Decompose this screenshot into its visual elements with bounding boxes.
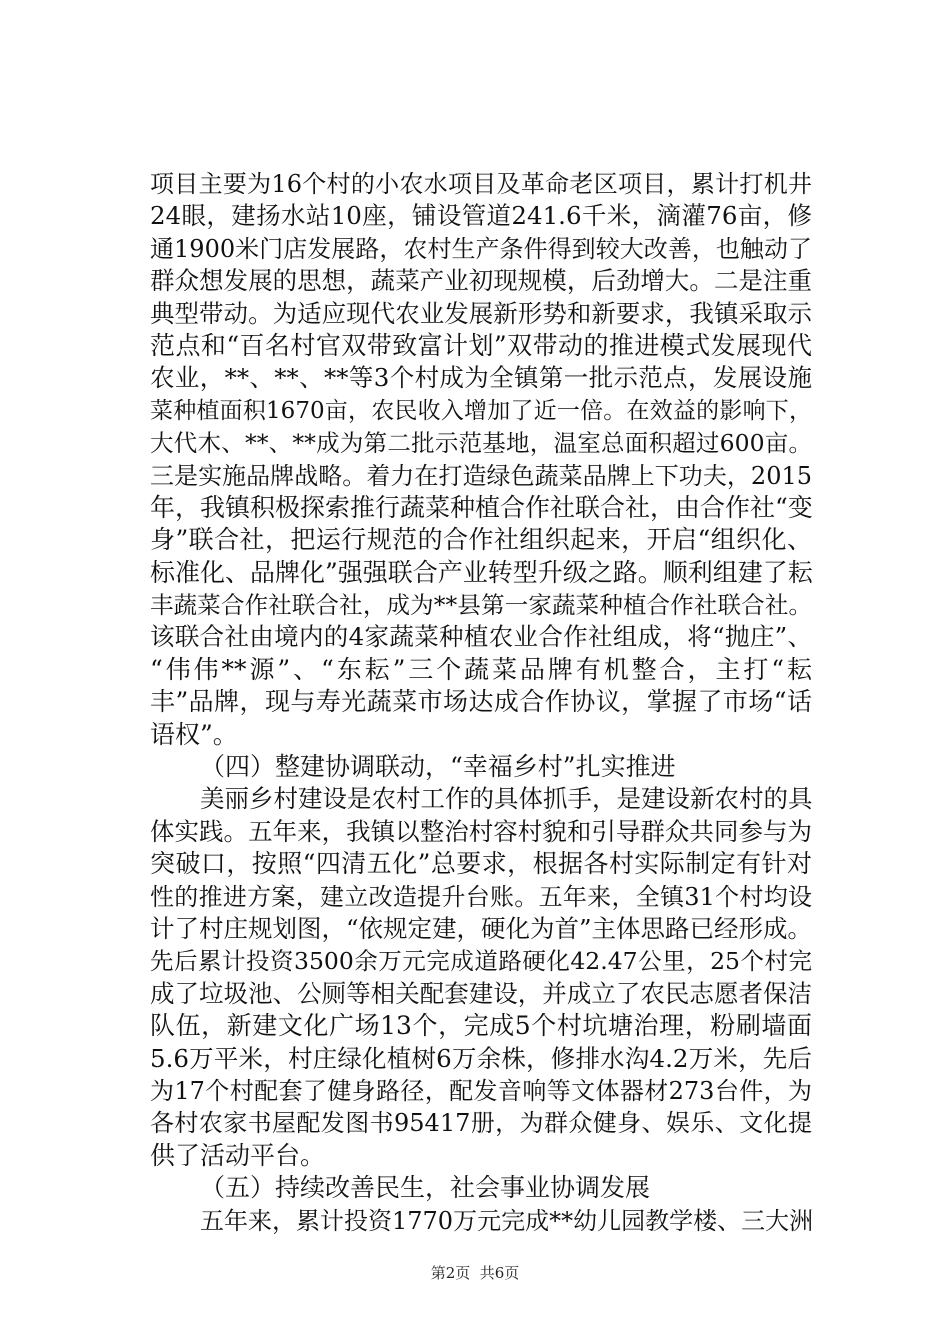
paragraph-first-line: 五年来，累计投资1770万元完成**幼儿园教学楼、三大洲 — [200, 1206, 814, 1235]
text-line: 大代木、**、**成为第二批示范基地，温室总面积超过600亩。 — [150, 429, 812, 458]
text-line: 计了村庄规划图，“依规定建，硬化为首”主体思路已经形成。 — [150, 913, 813, 943]
text-line: “伟伟**源”、“东耘”三个蔬菜品牌有机整合，主打“耘 — [150, 654, 812, 684]
text-line: 突破口，按照“四清五化”总要求，根据各村实际制定有针对 — [150, 849, 812, 879]
paragraph-first-line: 美丽乡村建设是农村工作的具体抓手，是建设新农村的具 — [200, 784, 813, 814]
text-line: 典型带动。为适应现代农业发展新形势和新要求，我镇采取示 — [150, 298, 812, 328]
text-line: 性的推进方案，建立改造提升台账。五年来，全镇31个村均设 — [150, 882, 812, 911]
text-line: 5.6万平米，村庄绿化植树6万余株，修排水沟4.2万米，先后 — [150, 1043, 812, 1073]
text-line: 队伍，新建文化广场13个，完成5个村坑塘治理，粉刷墙面 — [150, 1011, 812, 1041]
text-line: 24眼，建扬水站10座，铺设管道241.6千米，滴灌76亩，修 — [150, 201, 812, 231]
text-line: 范点和“百名村官双带致富计划”双带动的推进模式发展现代 — [150, 330, 812, 360]
text-line: 菜种植面积1670亩，农民收入增加了近一倍。在效益的影响下， — [150, 397, 812, 424]
document-body — [150, 168, 812, 1237]
text-line: 先后累计投资3500余万元完成道路硬化42.47公里，25个村完 — [150, 947, 812, 976]
text-line: 年，我镇积极探索推行蔬菜种植合作社联合社，由合作社“变 — [150, 492, 813, 522]
text-line: 成了垃圾池、公厕等相关配套建设，并成立了农民志愿者保洁 — [150, 978, 812, 1008]
page-footer — [0, 1262, 950, 1283]
text-line: 标准化、品牌化”强强联合产业转型升级之路。顺利组建了耘 — [150, 557, 813, 587]
section-heading: （四）整建协调联动，“幸福乡村”扎实推进 — [200, 752, 676, 782]
text-line: 语权”。 — [150, 719, 238, 749]
text-line: 供了活动平台。 — [150, 1140, 326, 1170]
page-number-label: 第2页 共6页 — [430, 1264, 520, 1282]
section-heading: （五）持续改善民生，社会事业协调发展 — [200, 1173, 651, 1203]
text-line: 为17个村配套了健身路径，配发音响等文体器材273台件，为 — [150, 1076, 812, 1105]
text-line: 项目主要为16个村的小农水项目及革命老区项目，累计打机井 — [150, 170, 812, 198]
text-line: 群众想发展的思想，蔬菜产业初现规模，后劲增大。二是注重 — [150, 266, 812, 296]
text-line: 丰”品牌，现与寿光蔬菜市场达成合作协议，掌握了市场“话 — [150, 687, 812, 717]
text-line: 农业，**、**、**等3个村成为全镇第一批示范点，发展设施 — [150, 363, 812, 393]
text-line: 通1900米门店发展路，农村生产条件得到较大改善，也触动了 — [150, 234, 812, 263]
text-line: 各村农家书屋配发图书95417册，为群众健身、娱乐、文化提 — [150, 1109, 812, 1138]
text-line: 身”联合社，把运行规范的合作社组织起来，开启“组织化、 — [150, 525, 812, 555]
text-line: 丰蔬菜合作社联合社，成为**县第一家蔬菜种植合作社联合社。 — [150, 591, 812, 620]
text-line: 体实践。五年来，我镇以整治村容村貌和引导群众共同参与为 — [150, 816, 812, 846]
text-line: 三是实施品牌战略。着力在打造绿色蔬菜品牌上下功夫，2015 — [150, 461, 812, 490]
text-line: 该联合社由境内的4家蔬菜种植农业合作社组成，将“抛庄”、 — [150, 622, 812, 652]
